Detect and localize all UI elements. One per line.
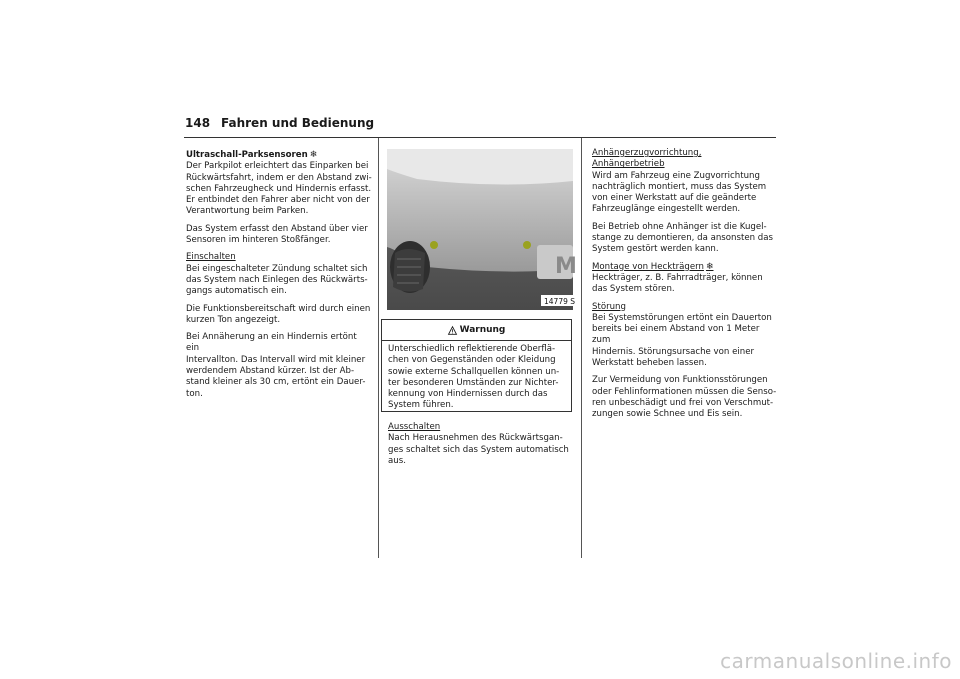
paragraph: Nach Herausnehmen des Rückwärtsgan- ges schaltet sich das System automatisch aus.: [388, 433, 569, 466]
header-rule: [184, 137, 776, 138]
subheading-heckträger: [592, 262, 778, 273]
svg-text:M: M: [555, 254, 577, 279]
bumper-sensor-photo: [387, 149, 577, 310]
snowflake-icon: ❄: [705, 261, 714, 272]
subheading-stoerung: Störung: [592, 301, 626, 312]
column-divider-2: [581, 138, 582, 558]
paragraph: Zur Vermeidung von Funktionsstörungen oder Fehlinformationen müssen die Senso- ren unbeschädigt und frei von Verschmut- zungen sowie Schnee und Eis sein.: [592, 375, 777, 420]
paragraph: Der Parkpilot erleichtert das Einparken bei Rückwärtsfahrt, indem er den Abstand zwi- schen Fahrzeugheck und Hindernis erfasst. Er entbindet den Fahrer aber nicht von der Verantwortung beim Parken.: [186, 161, 372, 217]
subheading-heckträger-text: Montage von Heckträgern: [592, 261, 704, 272]
section-heading: [186, 150, 372, 161]
image-code: 14779 S: [544, 297, 576, 306]
snowflake-icon: ❄: [309, 150, 318, 160]
page-number: 148: [185, 116, 211, 130]
section-heading-text: Ultraschall-Parksensoren: [186, 150, 308, 160]
page-header-title: Fahren und Bedienung: [221, 116, 375, 130]
paragraph: Die Funktionsbereitschaft wird durch einen kurzen Ton angezeigt.: [186, 303, 371, 325]
column-3: [592, 148, 778, 427]
subheading-anhaenger: Anhängerzugvorrichtung, Anhängerbetrieb: [592, 148, 702, 170]
warning-header: [382, 320, 571, 341]
column-1: [186, 150, 372, 406]
warning-title: Warnung: [459, 325, 506, 335]
paragraph: Bei Betrieb ohne Anhänger ist die Kugel- stange zu demontieren, da ansonsten das System gestört werden kann.: [592, 221, 773, 255]
bumper-illustration: [387, 149, 577, 310]
subheading-ausschalten: Ausschalten: [388, 422, 441, 432]
column-2-text: [388, 422, 574, 473]
paragraph: Heckträger, z. B. Fahrradträger, können das System stören.: [592, 272, 763, 295]
subheading-einschalten: Einschalten: [186, 252, 236, 263]
paragraph: Bei Systemstörungen ertönt ein Dauerton bereits bei einem Abstand von 1 Meter zum Hindernis. Störungsursache von einer Werkstatt beheben lassen.: [592, 312, 772, 369]
paragraph: Das System erfasst den Abstand über vier Sensoren im hinteren Stoßfänger.: [186, 223, 368, 246]
paragraph: Wird am Fahrzeug eine Zugvorrichtung nachträglich montiert, muss das System von einer Werkstatt auf die geänderte Fahrzeuglänge eingestellt werden.: [592, 170, 767, 215]
column-divider-1: [378, 138, 379, 558]
warning-box: [381, 319, 572, 412]
warning-triangle-icon: [448, 326, 457, 335]
watermark: carmanualsonline.info: [720, 649, 952, 673]
warning-text: Unterschiedlich reflektierende Oberflä- chen von Gegenständen oder Kleidung sowie externe Schallquellen können un- ter besonderen Umständen zur Nichter- kennung von Hindernissen durch das System führen.: [388, 344, 560, 411]
paragraph: Bei Annäherung an ein Hindernis ertönt ein Intervallton. Das Intervall wird mit kleiner werdendem Abstand kürzer. Ist der Ab- stand kleiner als 30 cm, ertönt ein Dauer- ton.: [186, 332, 366, 399]
paragraph: Bei eingeschalteter Zündung schaltet sich das System nach Einlegen des Rückwärts- gangs automatisch ein.: [186, 263, 368, 297]
